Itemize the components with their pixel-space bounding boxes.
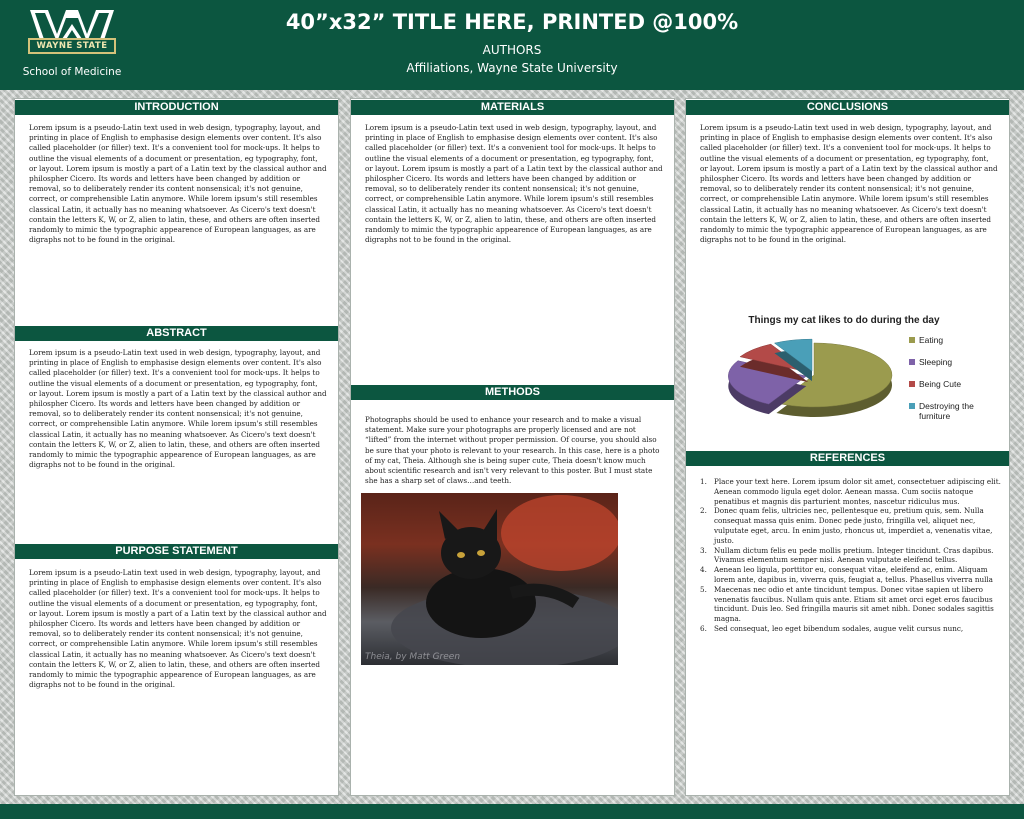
reference-text: Aenean leo ligula, porttitor eu, consequat vitae, eleifend ac, enim. Aliquam lorem ante, dapibus in, viverra quis, feugiat a, tellus. Phasellus viverra nulla — [714, 565, 993, 584]
legend-item — [909, 379, 999, 401]
reference-number: 4. — [700, 565, 707, 575]
legend-label: Being Cute — [919, 379, 962, 389]
poster-footer — [0, 804, 1024, 819]
poster-title: 40”x32” TITLE HERE, PRINTED @100% — [285, 10, 739, 34]
chart-legend — [909, 335, 999, 423]
reference-item — [696, 624, 1002, 634]
reference-text: Maecenas nec odio et ante tincidunt tempus. Donec vitae sapien ut libero venenatis faucibus. Nullam quis ante. Etiam sit amet orci eget eros faucibus tincidunt. Duis leo. Sed fringilla mauris sit amet nibh. Donec sodales sagittis magna. — [714, 584, 994, 624]
conclusions-text: Lorem ipsum is a pseudo-Latin text used in web design, typography, layout, and printing in place of English to emphasise design elements over content. It's also called placeholder (or filler) text. It's a convenient tool for mock-ups. It helps to outline the visual elements of a document or presentation, eg typography, font, or layout. Lorem ipsum is mostly a part of a Latin text by the classical author and philospher Cicero. Its words and letters have been changed by addition or removal, so to deliberately render its content nonsensical; it's not genuine, correct, or comprehensible Latin anymore. While lorem ipsum's still resembles classical Latin, it actually has no meaning whatsoever. As Cicero's text doesn't contain the letters K, W, or Z, alien to latin, these, and others are often inserted randomly to mimic the typographic appearence of European languages, as are digraphs not to be found in the original. — [700, 123, 998, 245]
purpose-heading: PURPOSE STATEMENT — [15, 544, 338, 559]
poster-affiliations: Affiliations, Wayne State University — [406, 61, 618, 75]
reference-number: 2. — [700, 506, 707, 516]
legend-swatch — [909, 359, 915, 365]
references-heading: REFERENCES — [686, 451, 1009, 466]
abstract-text: Lorem ipsum is a pseudo-Latin text used in web design, typography, layout, and printing in place of English to emphasise design elements over content. It's also called placeholder (or filler) text. It's a convenient tool for mock-ups. It helps to outline the visual elements of a document or presentation, eg typography, font, or layout. Lorem ipsum is mostly a part of a Latin text by the classical author and philospher Cicero. Its words and letters have been changed by addition or removal, so to deliberately render its content nonsensical; it's not genuine, correct, or comprehensible Latin anymore. While lorem ipsum's still resembles classical Latin, it actually has no meaning whatsoever. As Cicero's text doesn't contain the letters K, W, or Z, alien to latin, these, and others are often inserted randomly to mimic the typographic appearence of European languages, as are digraphs not to be found in the original. — [29, 348, 327, 470]
materials-text: Lorem ipsum is a pseudo-Latin text used in web design, typography, layout, and printing in place of English to emphasise design elements over content. It's also called placeholder (or filler) text. It's a convenient tool for mock-ups. It helps to outline the visual elements of a document or presentation, eg typography, font, or layout. Lorem ipsum is mostly a part of a Latin text by the classical author and philospher Cicero. Its words and letters have been changed by addition or removal, so to deliberately render its content nonsensical; it's not genuine, correct, or comprehensible Latin anymore. While lorem ipsum's still resembles classical Latin, it actually has no meaning whatsoever. As Cicero's text doesn't contain the letters K, W, or Z, alien to latin, these, and others are often inserted randomly to mimic the typographic appearence of European languages, as are digraphs not to be found in the original. — [365, 123, 663, 245]
legend-label: Sleeping — [919, 357, 953, 367]
legend-item — [909, 357, 999, 379]
chart-title: Things my cat likes to do during the day — [748, 315, 940, 326]
introduction-heading: INTRODUCTION — [15, 100, 338, 115]
logo-subtitle: School of Medicine — [22, 66, 122, 78]
reference-text: Donec quam felis, ultricies nec, pellentesque eu, pretium quis, sem. Nulla consequat massa quis enim. Donec pede justo, fringilla vel, aliquet nec, vulputate eget, arcu. In enim justo, rhoncus ut, imperdiet a, venenatis vitae, justo. — [714, 506, 993, 545]
cat-photo — [361, 493, 618, 665]
column-left — [14, 98, 339, 796]
reference-text: Place your text here. Lorem ipsum dolor sit amet, consectetuer adipiscing elit. Aenean commodo ligula eget dolor. Aenean massa. Cum sociis natoque penatibus et magnis dis parturient montes, nascetur ridiculus mus. — [714, 477, 1001, 506]
column-right — [685, 98, 1010, 796]
reference-number: 6. — [700, 623, 707, 633]
reference-item — [696, 477, 1002, 506]
legend-item — [909, 335, 999, 357]
abstract-heading: ABSTRACT — [15, 326, 338, 341]
cat-illustration — [361, 493, 618, 665]
legend-label: Destroying the furniture — [919, 401, 974, 421]
poster-header — [0, 0, 1024, 90]
reference-item — [696, 565, 1002, 585]
wayne-state-logo — [22, 8, 122, 82]
methods-heading: METHODS — [351, 385, 674, 400]
reference-item — [696, 506, 1002, 545]
materials-heading: MATERIALS — [351, 100, 674, 115]
reference-number: 1. — [700, 477, 707, 486]
legend-swatch — [909, 337, 915, 343]
methods-text: Photographs should be used to enhance your research and to make a visual statement. Make sure your photographs are properly licensed and are not “lifted” from the internet without proper permission. Of course, you should also be sure that your photo is relevant to your research. In this case, here is a photo of my cat, Theia. Although she is being super cute, Theia doesn't know much about scientific research and isn't very relevant to this poster. But I must state she has a sharp set of claws…and teeth. — [365, 415, 660, 486]
legend-item — [909, 401, 999, 423]
reference-text: Sed consequat, leo eget bibendum sodales, augue velit cursus nunc, — [714, 623, 964, 633]
reference-text: Nullam dictum felis eu pede mollis pretium. Integer tincidunt. Cras dapibus. Vivamus elementum semper nisi. Aenean vulputate eleifend tellus. — [714, 545, 994, 565]
introduction-text: Lorem ipsum is a pseudo-Latin text used in web design, typography, layout, and printing in place of English to emphasise design elements over content. It's also called placeholder (or filler) text. It's a convenient tool for mock-ups. It helps to outline the visual elements of a document or presentation, eg typography, font, or layout. Lorem ipsum is mostly a part of a Latin text by the classical author and philospher Cicero. Its words and letters have been changed by addition or removal, so to deliberately render its content nonsensical; it's not genuine, correct, or comprehensible Latin anymore. While lorem ipsum's still resembles classical Latin, it actually has no meaning whatsoever. As Cicero's text doesn't contain the letters K, W, or Z, alien to latin, these, and others are often inserted randomly to mimic the typographic appearence of European languages, as are digraphs not to be found in the original. — [29, 123, 327, 245]
legend-swatch — [909, 381, 915, 387]
reference-number: 3. — [700, 545, 707, 555]
legend-swatch — [909, 403, 915, 409]
purpose-text: Lorem ipsum is a pseudo-Latin text used in web design, typography, layout, and printing in place of English to emphasise design elements over content. It's also called placeholder (or filler) text. It's a convenient tool for mock-ups. It helps to outline the visual elements of a document or presentation, eg typography, font, or layout. Lorem ipsum is mostly a part of a Latin text by the classical author and philospher Cicero. Its words and letters have been changed by addition or removal, so to deliberately render its content nonsensical; it's not genuine, correct, or comprehensible Latin anymore. While lorem ipsum's still resembles classical Latin, it actually has no meaning whatsoever. As Cicero's text doesn't contain the letters K, W, or Z, alien to latin, these, and others are often inserted randomly to mimic the typographic appearence of European languages, as are digraphs not to be found in the original. — [29, 568, 327, 690]
photo-caption: Theia, by Matt Green — [365, 652, 461, 662]
reference-number: 5. — [700, 584, 707, 594]
reference-item — [696, 585, 1002, 624]
references-list — [696, 477, 1002, 634]
conclusions-heading: CONCLUSIONS — [686, 100, 1009, 115]
pie-chart-plot — [724, 331, 924, 431]
legend-label: Eating — [919, 335, 944, 345]
logo-wordmark: WAYNE STATE — [28, 38, 116, 54]
poster-authors: AUTHORS — [482, 43, 542, 57]
column-middle — [350, 98, 675, 796]
reference-item — [696, 546, 1002, 566]
pie-chart — [704, 315, 994, 435]
